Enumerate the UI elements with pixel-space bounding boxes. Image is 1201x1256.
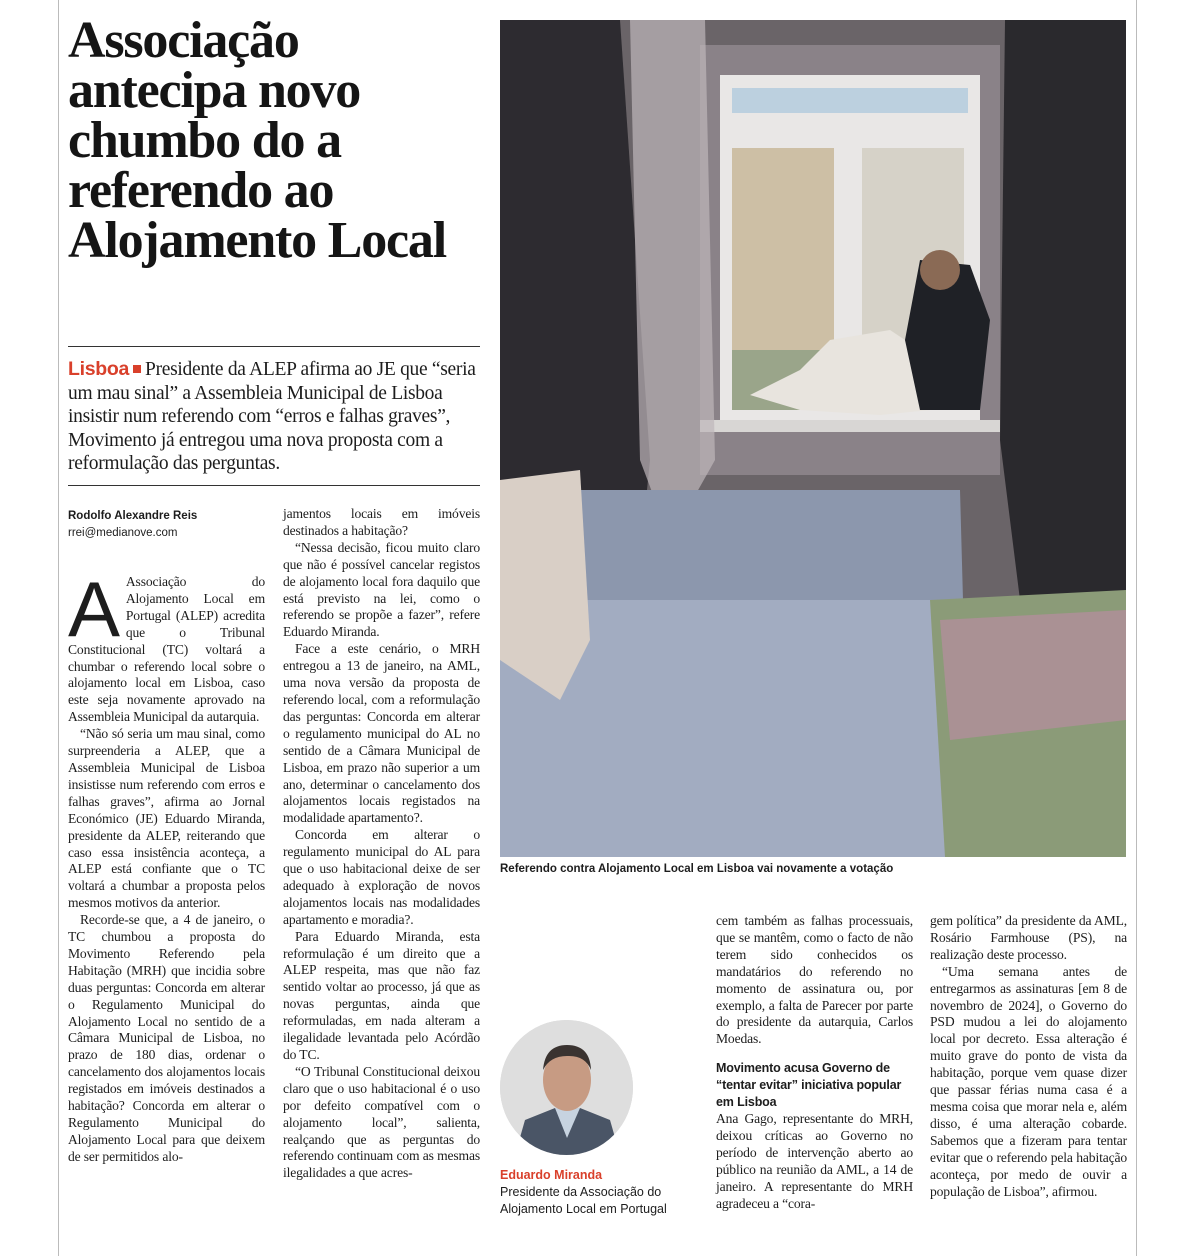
portrait-photo bbox=[500, 1020, 633, 1155]
photo-caption: Referendo contra Alojamento Local em Lisboa vai novamente a votação bbox=[500, 863, 894, 875]
author-email[interactable]: rrei@medianove.com bbox=[68, 527, 178, 539]
paragraph: “Nessa decisão, ficou muito claro que não é possível cancelar registos de alojamento local fora daquilo que está previsto na lei, como o referendo se propõe a fazer”, refere Eduardo Miranda. bbox=[283, 539, 480, 640]
divider bbox=[68, 485, 480, 486]
lead-text: Presidente da ALEP afirma ao JE que “seria um mau sinal” a Assembleia Municipal de Lisboa insistir num referendo com “erros e falhas graves”, Movimento já entregou uma nova proposta com a reformulação das perguntas. bbox=[68, 359, 476, 474]
byline bbox=[68, 508, 268, 542]
bedroom-window-image bbox=[500, 20, 1126, 857]
paragraph: Associação do Alojamento Local em Portugal (ALEP) acredita que o Tribunal Constitucional (TC) voltará a chumbar o referendo local sobre o alojamento local em Lisboa, caso este seja novamente aprovado na Assembleia Municipal da autarquia. bbox=[68, 574, 265, 725]
paragraph: cem também as falhas processuais, que se mantêm, como o facto de não terem sido conhecidos os mandatários do referendo no momento de assinatura ou, por exemplo, a falta de Parecer por parte do presidente da autarquia, Carlos Moedas. bbox=[716, 913, 913, 1047]
lead bbox=[68, 358, 480, 476]
paragraph: “Não só seria um mau sinal, como surpreenderia a ALEP, que a Assembleia Municipal de Lisboa insistisse num referendo com erros e falhas graves”, afirma ao Jornal Económico (JE) Eduardo Miranda, presidente da ALEP, reiterando que caso essa insistência aconteça, a ALEP está confiante que o TC voltará a chumbar a proposta pelos mesmos motivos da anterior. bbox=[68, 726, 265, 911]
paragraph: Face a este cenário, o MRH entregou a 13 de janeiro, na AML, uma nova versão da proposta de referendo local, com a reformulação das perguntas: Concorda em alterar o regulamento municipal do AL no sentido de a Câmara Municipal de Lisboa, em prazo não superior a um ano, determinar o cancelamento dos alojamentos locais registados na modalidade apartamento?. bbox=[283, 641, 480, 826]
page-border-left bbox=[58, 0, 59, 1256]
subheading: Movimento acusa Governo de “tentar evitar” iniciativa popular em Lisboa bbox=[716, 1061, 902, 1110]
column-1 bbox=[68, 565, 265, 1166]
kicker: Lisboa bbox=[68, 358, 130, 380]
paragraph: “O Tribunal Constitucional deixou claro que o uso habitacional é o uso por defeito compatível com o alojamento local”, salienta, realçando que as perguntas do referendo continuam com as mesmas ilegalidades a que acres- bbox=[283, 1063, 480, 1181]
person-portrait-image bbox=[500, 1020, 633, 1155]
paragraph: gem política” da presidente da AML, Rosário Farmhouse (PS), na realização deste processo. bbox=[930, 913, 1127, 962]
portrait-caption bbox=[500, 1167, 700, 1218]
paragraph: “Uma semana antes de entregarmos as assinaturas [em 8 de novembro de 2024], o Governo do PSD mudou a lei do alojamento local por decreto. Essa alteração é muito grave do ponto de vista da habitação, porque vem quase dizer que passar férias numa casa é a mesma coisa que morar nela e, além disso, é uma alteração cobarde. Sabemos que a fizeram para tentar evitar que o referendo pela habitação aconteça, por medo de ouvir a população de Lisboa”, afirmou. bbox=[930, 963, 1127, 1199]
divider bbox=[68, 346, 480, 347]
paragraph: Para Eduardo Miranda, esta reformulação é um direito que a ALEP respeita, mas que não faz sentido voltar ao processo, já que as novas perguntas, ainda que reformuladas, em nada alteram a ilegalidade levantada pelo Acórdão do TC. bbox=[283, 928, 480, 1062]
paragraph: Recorde-se que, a 4 de janeiro, o TC chumbou a proposta do Movimento Referendo pela Habitação (MRH) que incidia sobre duas perguntas: Concorda em alterar o Regulamento Municipal do Alojamento Local no sentido de a Câmara Municipal de Lisboa, no prazo de 180 dias, ordenar o cancelamento dos alojamentos locais registados em imóveis destinados a habitação? Concorda em alterar o Regulamento Municipal do Alojamento Local para que deixem de ser permitidos alo- bbox=[68, 912, 265, 1164]
drop-cap: A bbox=[68, 565, 120, 653]
paragraph: Concorda em alterar o regulamento municipal do AL para que o uso habitacional deixe de ser adequado à exploração de novos alojamentos locais nas modalidades apartamento e moradia?. bbox=[283, 827, 480, 927]
paragraph: jamentos locais em imóveis destinados a habitação? bbox=[283, 506, 480, 538]
portrait-name: Eduardo Miranda bbox=[500, 1168, 603, 1182]
paragraph: Ana Gago, representante do MRH, deixou críticas ao Governo no período de intervenção aberto ao público na reunião da AML, a 14 de janeiro. A representante do MRH agradeceu a “cora- bbox=[716, 1111, 913, 1211]
article-photo bbox=[500, 20, 1126, 857]
column-2 bbox=[283, 506, 480, 1182]
column-3 bbox=[716, 913, 913, 1213]
column-4 bbox=[930, 913, 1127, 1200]
page-border-right bbox=[1136, 0, 1137, 1256]
headline: Associação antecipa novo chumbo do a referendo ao Alojamento Local bbox=[68, 12, 446, 269]
square-bullet-icon bbox=[133, 365, 141, 373]
author: Rodolfo Alexandre Reis bbox=[68, 510, 198, 522]
portrait-role: Presidente da Associação do Alojamento Local em Portugal bbox=[500, 1185, 667, 1216]
